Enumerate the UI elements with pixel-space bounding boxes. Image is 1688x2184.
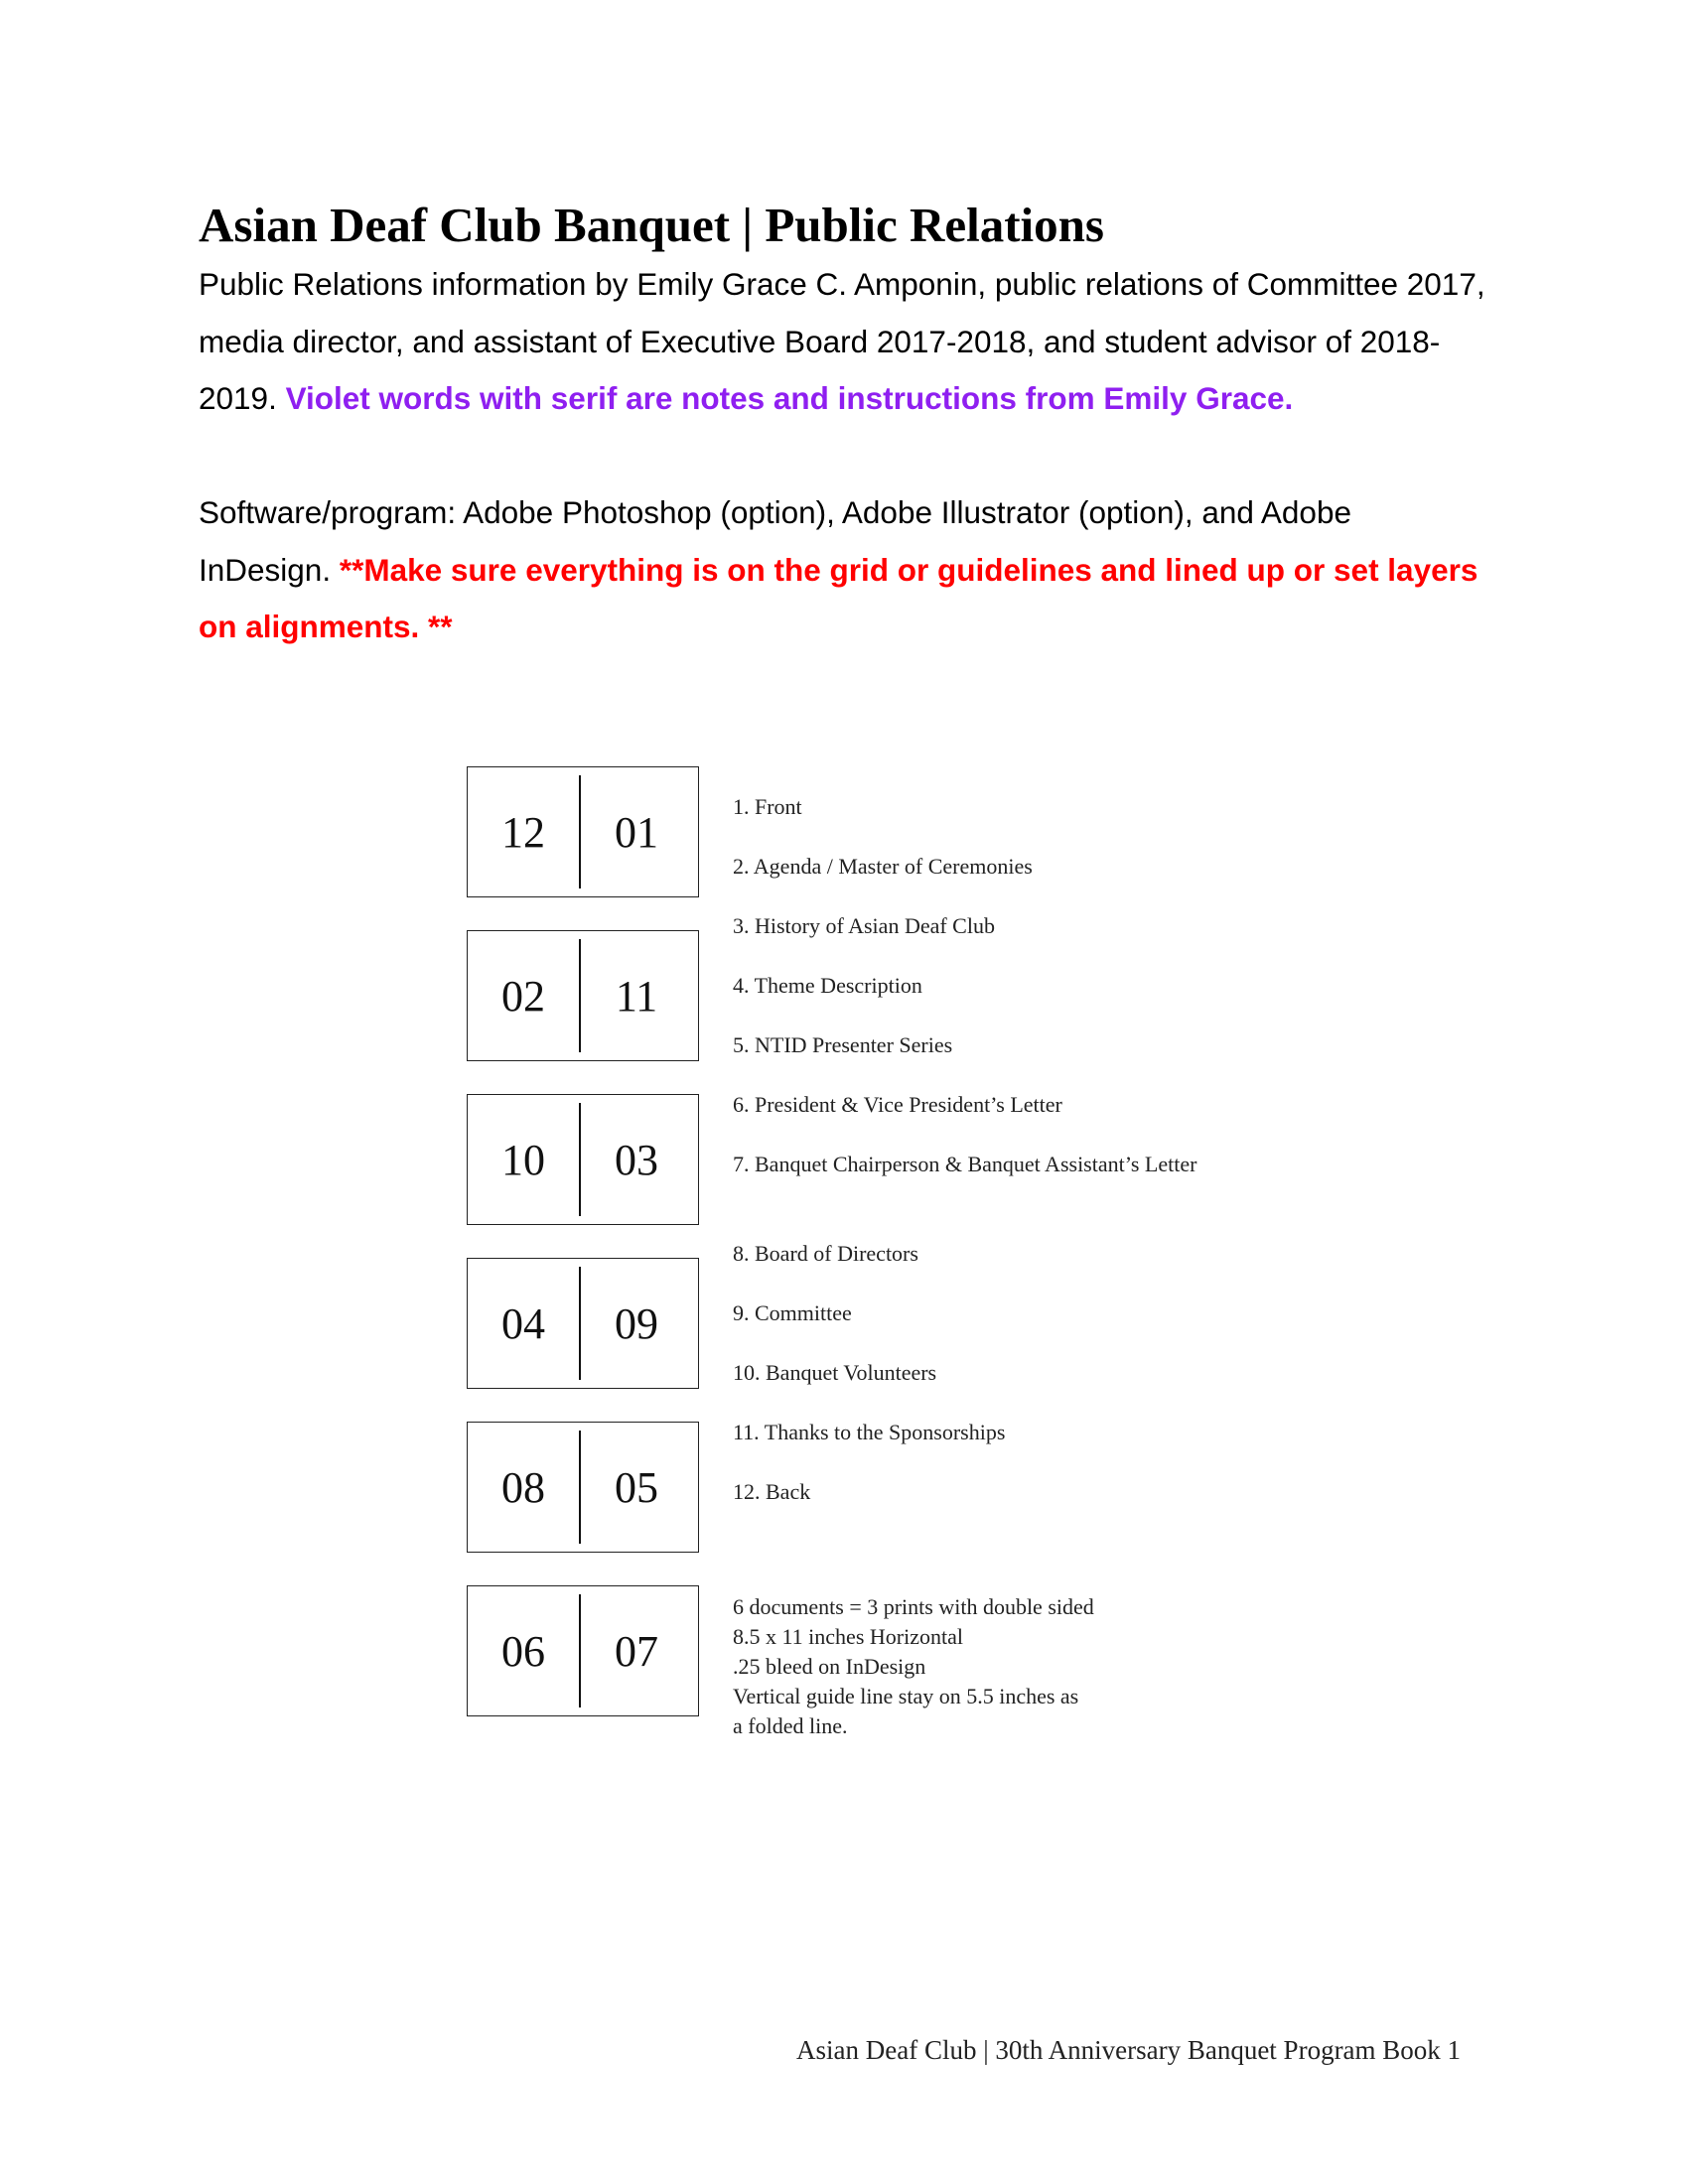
spread-right-page: 09 bbox=[615, 1298, 658, 1348]
list-item: 11. Thanks to the Sponsorships bbox=[733, 1420, 1006, 1444]
spread-right-page: 03 bbox=[615, 1135, 658, 1184]
spread-left-page: 02 bbox=[501, 971, 545, 1021]
intro-paragraph bbox=[199, 256, 1489, 428]
spread-left-page: 04 bbox=[501, 1298, 545, 1348]
spread-left-page: 10 bbox=[501, 1135, 545, 1184]
violet-note: Violet words with serif are notes and instructions from Emily Grace. bbox=[285, 380, 1294, 416]
list-item: 3. History of Asian Deaf Club bbox=[733, 913, 995, 938]
page-footer: Asian Deaf Club | 30th Anniversary Banquet Program Book 1 bbox=[796, 2035, 1462, 2065]
spread-1 bbox=[467, 766, 699, 897]
list-item: 12. Back bbox=[733, 1479, 811, 1504]
spread-right-page: 01 bbox=[615, 807, 658, 857]
spread-2 bbox=[467, 930, 699, 1061]
spread-left-page: 06 bbox=[501, 1626, 545, 1676]
list-item: 8. Board of Directors bbox=[733, 1241, 918, 1266]
spec-note-line: Vertical guide line stay on 5.5 inches as bbox=[733, 1684, 1079, 1708]
spec-note-line: 6 documents = 3 prints with double sided bbox=[733, 1594, 1094, 1619]
spread-3 bbox=[467, 1094, 699, 1225]
spec-note-line: .25 bleed on InDesign bbox=[733, 1654, 926, 1679]
spread-left-page: 12 bbox=[501, 807, 545, 857]
list-item: 5. NTID Presenter Series bbox=[733, 1032, 953, 1057]
spread-4 bbox=[467, 1258, 699, 1389]
list-item: 9. Committee bbox=[733, 1300, 852, 1325]
red-note: **Make sure everything is on the grid or guidelines and lined up or set layers on alignments. ** bbox=[199, 551, 1478, 644]
page-title: Asian Deaf Club Banquet | Public Relations bbox=[199, 198, 1104, 252]
software-paragraph bbox=[199, 484, 1489, 656]
spread-right-page: 07 bbox=[615, 1626, 658, 1676]
spread-right-page: 11 bbox=[615, 971, 658, 1021]
list-item: 7. Banquet Chairperson & Banquet Assistant’s Letter bbox=[733, 1152, 1197, 1176]
software-text: Software/program: Adobe Photoshop (option), Adobe Illustrator (option), and Adobe InDesign. bbox=[199, 494, 1351, 588]
list-item: 2. Agenda / Master of Ceremonies bbox=[733, 854, 1033, 879]
spread-6 bbox=[467, 1585, 699, 1716]
spread-right-page: 05 bbox=[615, 1462, 658, 1512]
list-item: 6. President & Vice President’s Letter bbox=[733, 1092, 1062, 1117]
spec-notes bbox=[733, 1592, 1229, 1741]
list-item: 4. Theme Description bbox=[733, 973, 922, 998]
spread-5 bbox=[467, 1422, 699, 1553]
spec-note-line: 8.5 x 11 inches Horizontal bbox=[733, 1624, 963, 1649]
intro-text: Public Relations information by Emily Grace C. Amponin, public relations of Committee 2017, media director, and assistant of Executive Board 2017-2018, and student advisor of 2018-2019. bbox=[199, 266, 1485, 416]
list-item: 10. Banquet Volunteers bbox=[733, 1360, 937, 1385]
list-item: 1. Front bbox=[733, 794, 802, 819]
spec-note-line: a folded line. bbox=[733, 1713, 848, 1738]
spread-left-page: 08 bbox=[501, 1462, 545, 1512]
